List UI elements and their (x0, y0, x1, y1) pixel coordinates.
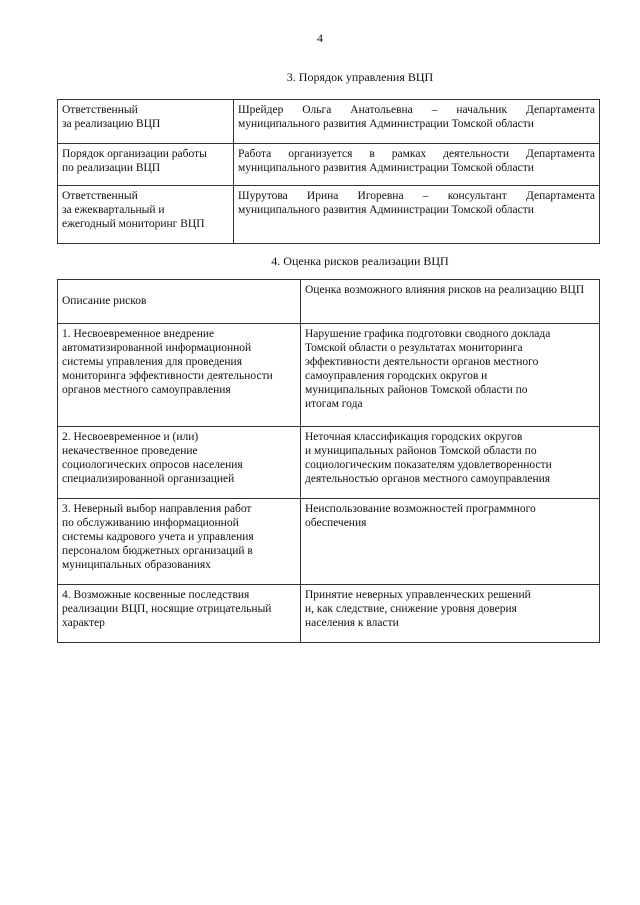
risk-description: 3. Неверный выбор направления работ по обслуживанию информационной системы кадрового учета и управления персоналом бюджетных организаций в муниципальных образованиях (58, 499, 301, 585)
table-header-row (58, 280, 600, 324)
table-row (58, 144, 600, 186)
risk-description: 4. Возможные косвенные последствия реализации ВЦП, носящие отрицательный характер (58, 585, 301, 643)
risk-description: 1. Несвоевременное внедрение автоматизированной информационной системы управления для проведения мониторинга эффективности деятельности органов местного самоуправления (58, 324, 301, 427)
table-row (58, 585, 600, 643)
table-row (58, 100, 600, 144)
table-row (58, 324, 600, 427)
management-section-heading: 3. Порядок управления ВЦП (286, 70, 434, 84)
table-row (58, 499, 600, 585)
responsible-value: Шрейдер Ольга Анатольевна – начальник Департамента муниципального развития Администрации Томской области (234, 100, 600, 144)
risk-impact: Принятие неверных управленческих решений и, как следствие, снижение уровня доверия населения к власти (301, 585, 600, 643)
table-row (58, 427, 600, 499)
page-number: 4 (317, 31, 323, 45)
column-header-risk-description: Описание рисков (58, 280, 301, 324)
risk-impact: Неиспользование возможностей программного обеспечения (301, 499, 600, 585)
risks-section-heading: 4. Оценка рисков реализации ВЦП (271, 254, 449, 268)
column-header-risk-impact: Оценка возможного влияния рисков на реализацию ВЦП (301, 280, 600, 324)
work-order-value: Работа организуется в рамках деятельности Департамента муниципального развития Администрации Томской области (234, 144, 600, 186)
work-order-label: Порядок организации работы по реализации ВЦП (58, 144, 234, 186)
risks-table (57, 279, 600, 643)
risk-impact: Нарушение графика подготовки сводного доклада Томской области о результатах мониторинга эффективности деятельности органов местного самоуправления городских округов и муниципальных районов Томской области по итогам года (301, 324, 600, 427)
management-table (57, 99, 600, 244)
monitoring-responsible-value: Шурутова Ирина Игоревна – консультант Департамента муниципального развития Администрации Томской области (234, 186, 600, 244)
risk-impact: Неточная классификация городских округов и муниципальных районов Томской области по социологическим показателям удовлетворенности деятельностью органов местного самоуправления (301, 427, 600, 499)
table-row (58, 186, 600, 244)
responsible-label: Ответственный за реализацию ВЦП (58, 100, 234, 144)
risk-description: 2. Несвоевременное и (или) некачественное проведение социологических опросов населения специализированной организацией (58, 427, 301, 499)
monitoring-responsible-label: Ответственный за ежеквартальный и ежегодный мониторинг ВЦП (58, 186, 234, 244)
